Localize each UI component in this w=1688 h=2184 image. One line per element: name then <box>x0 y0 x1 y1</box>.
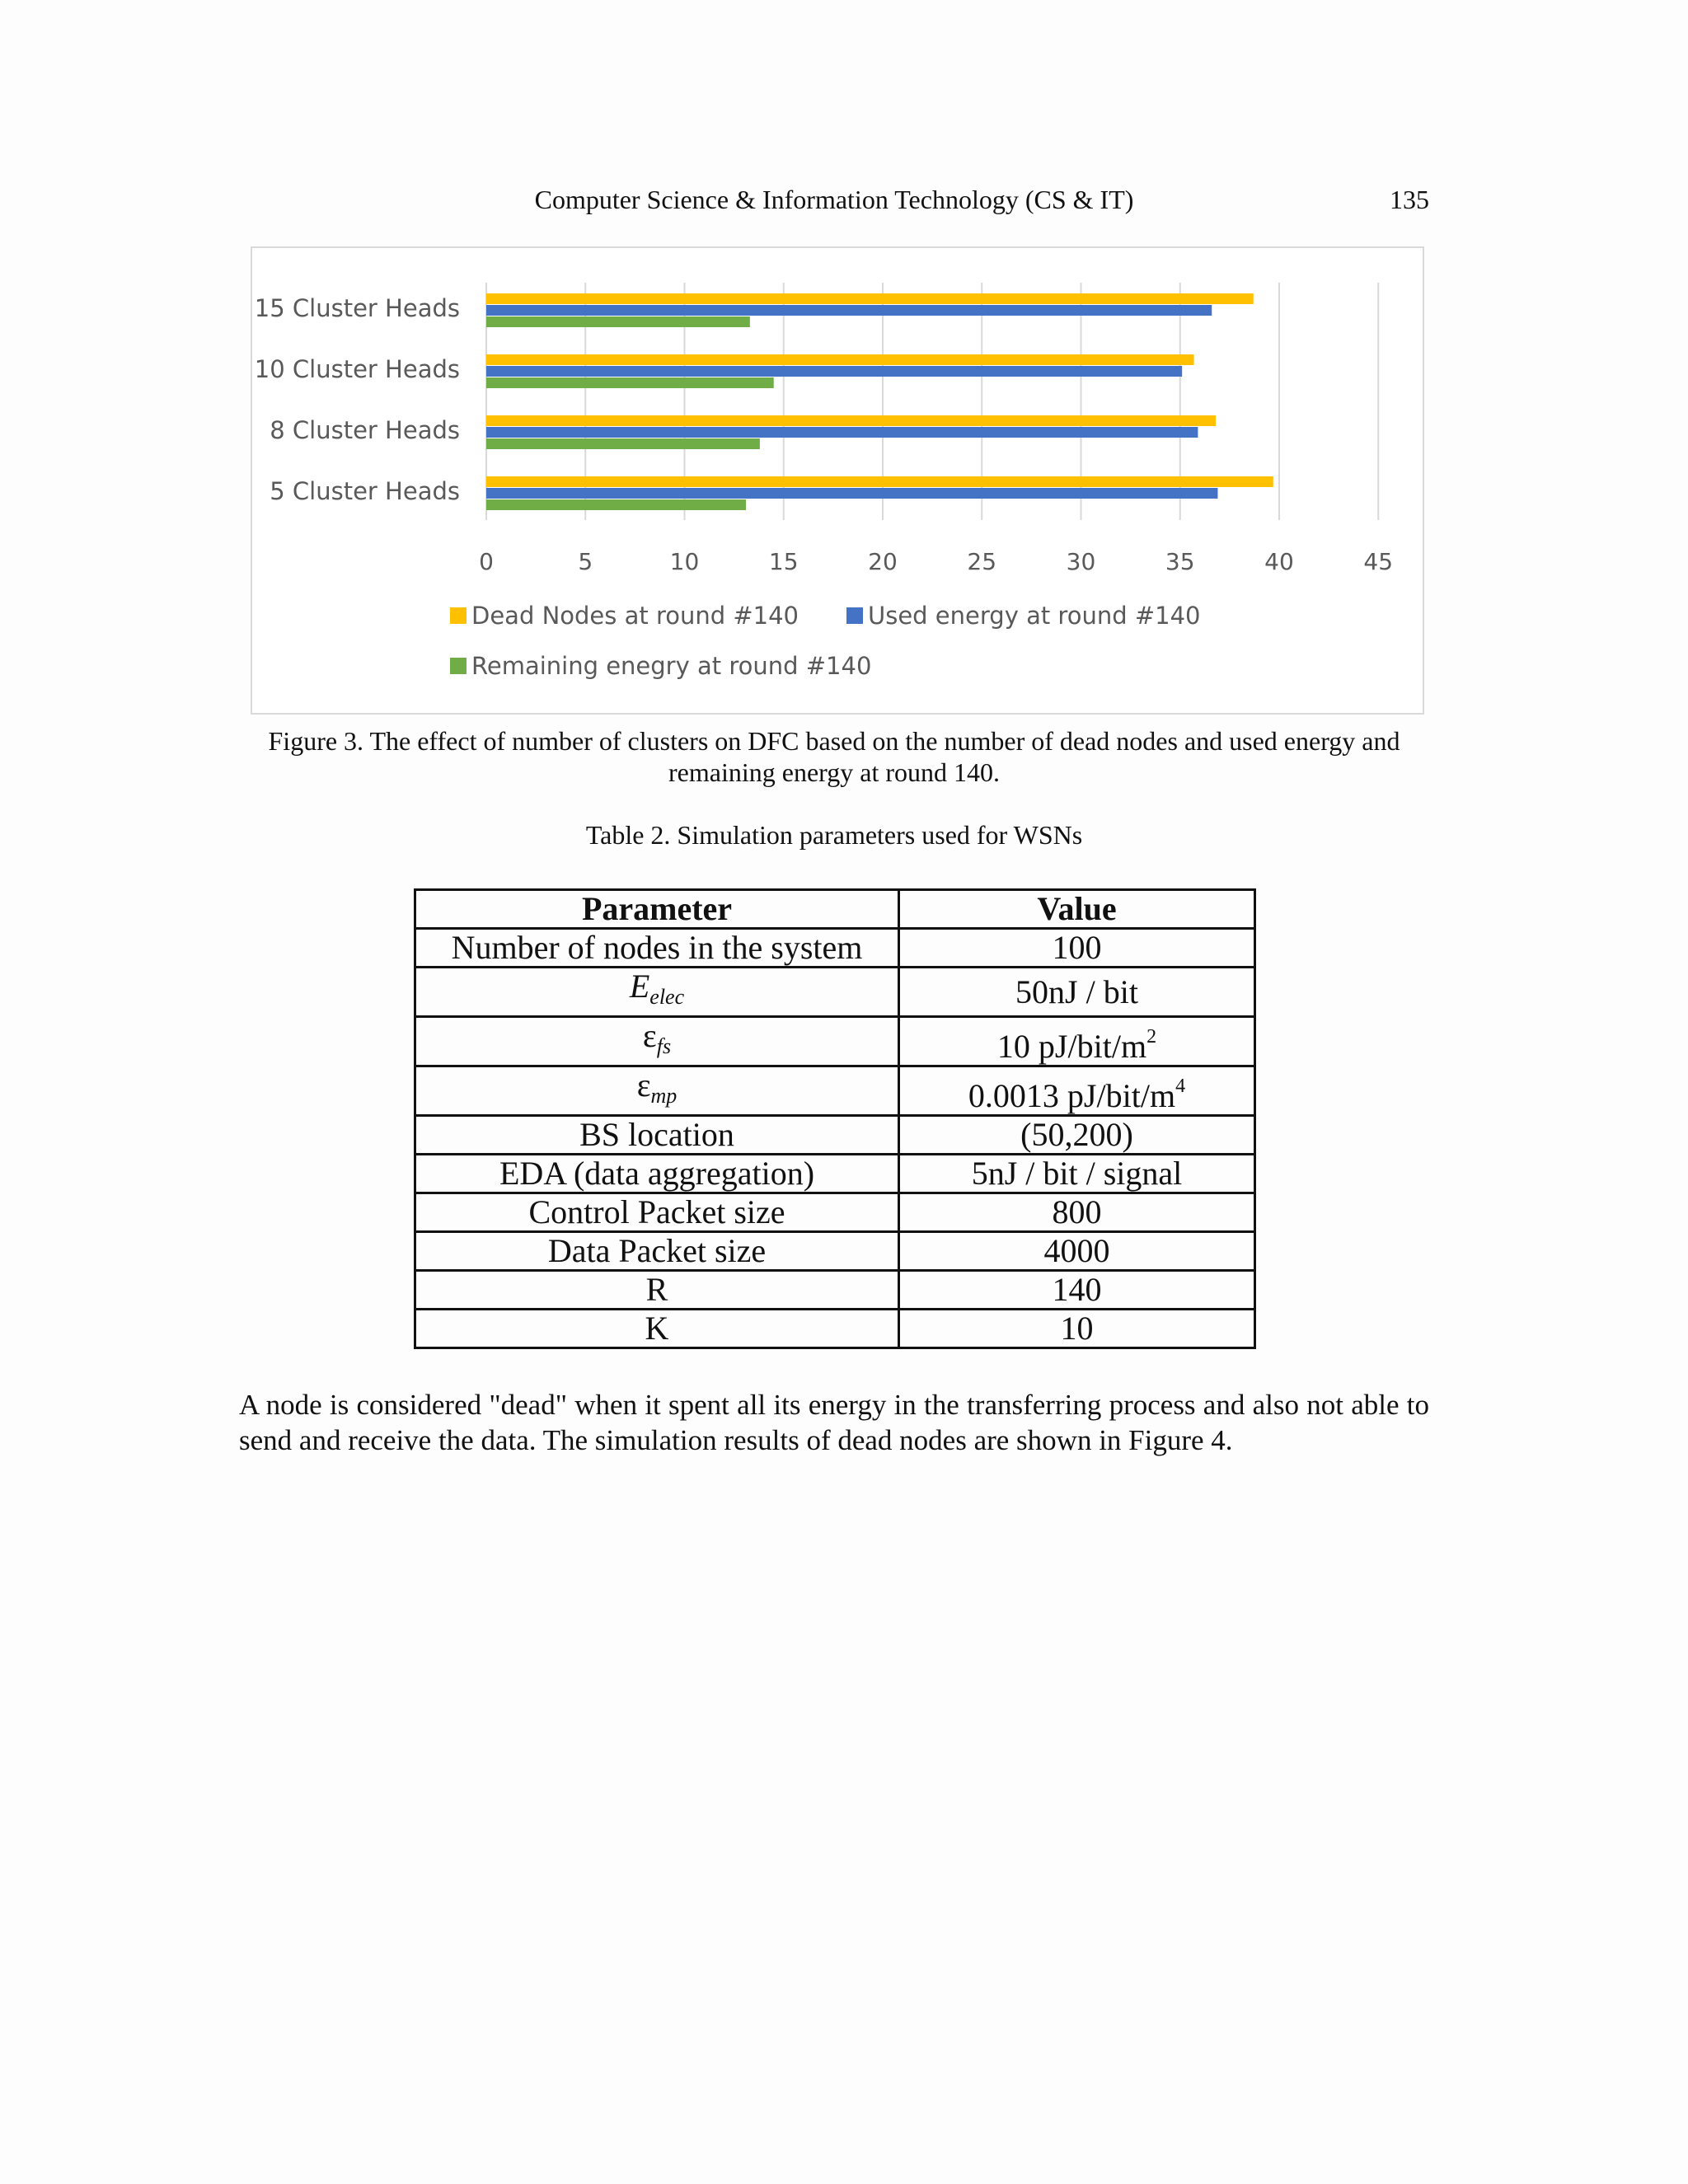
table-row <box>415 1116 1255 1155</box>
table-row <box>415 968 1255 1017</box>
category-label: 5 Cluster Heads <box>270 477 460 505</box>
param-cell: Number of nodes in the system <box>415 929 899 968</box>
category-label: 10 Cluster Heads <box>254 355 460 383</box>
x-tick-label: 35 <box>1165 548 1195 575</box>
x-tick-label: 25 <box>967 548 997 575</box>
table-row <box>415 1310 1255 1348</box>
value-cell: 800 <box>899 1193 1255 1232</box>
page-number: 135 <box>1390 185 1429 214</box>
value-superscript: 4 <box>1175 1075 1186 1097</box>
param-symbol: ε <box>642 1017 657 1054</box>
figure-caption <box>239 725 1429 788</box>
bar <box>486 415 1216 426</box>
journal-title: Computer Science & Information Technology (CS & IT) <box>534 185 1134 214</box>
value-cell: 50nJ / bit <box>899 968 1255 1017</box>
table-header-row <box>415 890 1255 929</box>
param-cell: Data Packet size <box>415 1232 899 1271</box>
x-tick-label: 20 <box>868 548 898 575</box>
param-cell <box>415 1017 899 1066</box>
bar <box>486 476 1273 487</box>
legend-swatch <box>846 607 863 624</box>
table-caption: Table 2. Simulation parameters used for WSNs <box>585 820 1083 850</box>
param-cell <box>415 968 899 1017</box>
table-row <box>415 1017 1255 1066</box>
header-parameter: Parameter <box>415 890 899 929</box>
value-cell <box>899 1017 1255 1066</box>
legend-swatch <box>450 658 467 674</box>
legend-label: Used energy at round #140 <box>868 602 1201 630</box>
value-cell: 10 <box>899 1310 1255 1348</box>
bar-chart-svg <box>252 248 1426 716</box>
table-row <box>415 1232 1255 1271</box>
param-symbol: ε <box>636 1066 651 1104</box>
x-tick-label: 10 <box>669 548 700 575</box>
table-row <box>415 1271 1255 1310</box>
figure-3-chart <box>251 246 1424 715</box>
bar <box>486 354 1194 365</box>
param-subscript: fs <box>656 1034 672 1058</box>
x-tick-label: 15 <box>768 548 799 575</box>
legend-label: Remaining enegry at round #140 <box>471 652 872 680</box>
category-label: 15 Cluster Heads <box>254 294 460 322</box>
body-paragraph: A node is considered "dead" when it spent all its energy in the transferring process and also not able to send and receive the data. The simulation results of dead nodes are shown in Figure 4. <box>239 1389 1429 1456</box>
table-row <box>415 1066 1255 1116</box>
param-symbol: E <box>629 968 650 1005</box>
param-cell: Control Packet size <box>415 1193 899 1232</box>
value-cell: 100 <box>899 929 1255 968</box>
bar <box>486 488 1217 499</box>
param-subscript: elec <box>649 985 685 1009</box>
param-cell <box>415 1066 899 1116</box>
table-row <box>415 929 1255 968</box>
value-cell: 4000 <box>899 1232 1255 1271</box>
value-cell: 140 <box>899 1271 1255 1310</box>
x-tick-label: 0 <box>479 548 494 575</box>
param-cell: K <box>415 1310 899 1348</box>
legend-swatch <box>450 607 467 624</box>
simulation-parameters-table <box>414 888 1256 1349</box>
running-header <box>239 185 1429 221</box>
bar <box>486 499 746 510</box>
x-tick-label: 5 <box>578 548 593 575</box>
value-main: 10 pJ/bit/m <box>996 1027 1147 1065</box>
category-label: 8 Cluster Heads <box>270 416 460 444</box>
table-row <box>415 1155 1255 1193</box>
table-row <box>415 1193 1255 1232</box>
figure-caption-line-1: Figure 3. The effect of number of clusters on DFC based on the number of dead nodes and used energy and <box>268 726 1400 756</box>
figure-caption-line-2: remaining energy at round 140. <box>668 757 1000 787</box>
param-subscript: mp <box>650 1084 678 1108</box>
bar <box>486 293 1254 304</box>
x-tick-label: 45 <box>1363 548 1394 575</box>
param-cell: R <box>415 1271 899 1310</box>
bar <box>486 316 750 327</box>
value-cell <box>899 1066 1255 1116</box>
param-cell: BS location <box>415 1116 899 1155</box>
bar <box>486 305 1212 316</box>
bar <box>486 438 760 449</box>
value-cell: 5nJ / bit / signal <box>899 1155 1255 1193</box>
bar <box>486 366 1182 377</box>
value-cell: (50,200) <box>899 1116 1255 1155</box>
x-tick-label: 30 <box>1066 548 1096 575</box>
header-value: Value <box>899 890 1255 929</box>
legend-label: Dead Nodes at round #140 <box>471 602 799 630</box>
x-tick-label: 40 <box>1264 548 1294 575</box>
value-superscript: 2 <box>1146 1025 1157 1047</box>
value-main: 0.0013 pJ/bit/m <box>968 1076 1176 1114</box>
param-cell: EDA (data aggregation) <box>415 1155 899 1193</box>
bar <box>486 427 1198 438</box>
bar <box>486 377 774 388</box>
